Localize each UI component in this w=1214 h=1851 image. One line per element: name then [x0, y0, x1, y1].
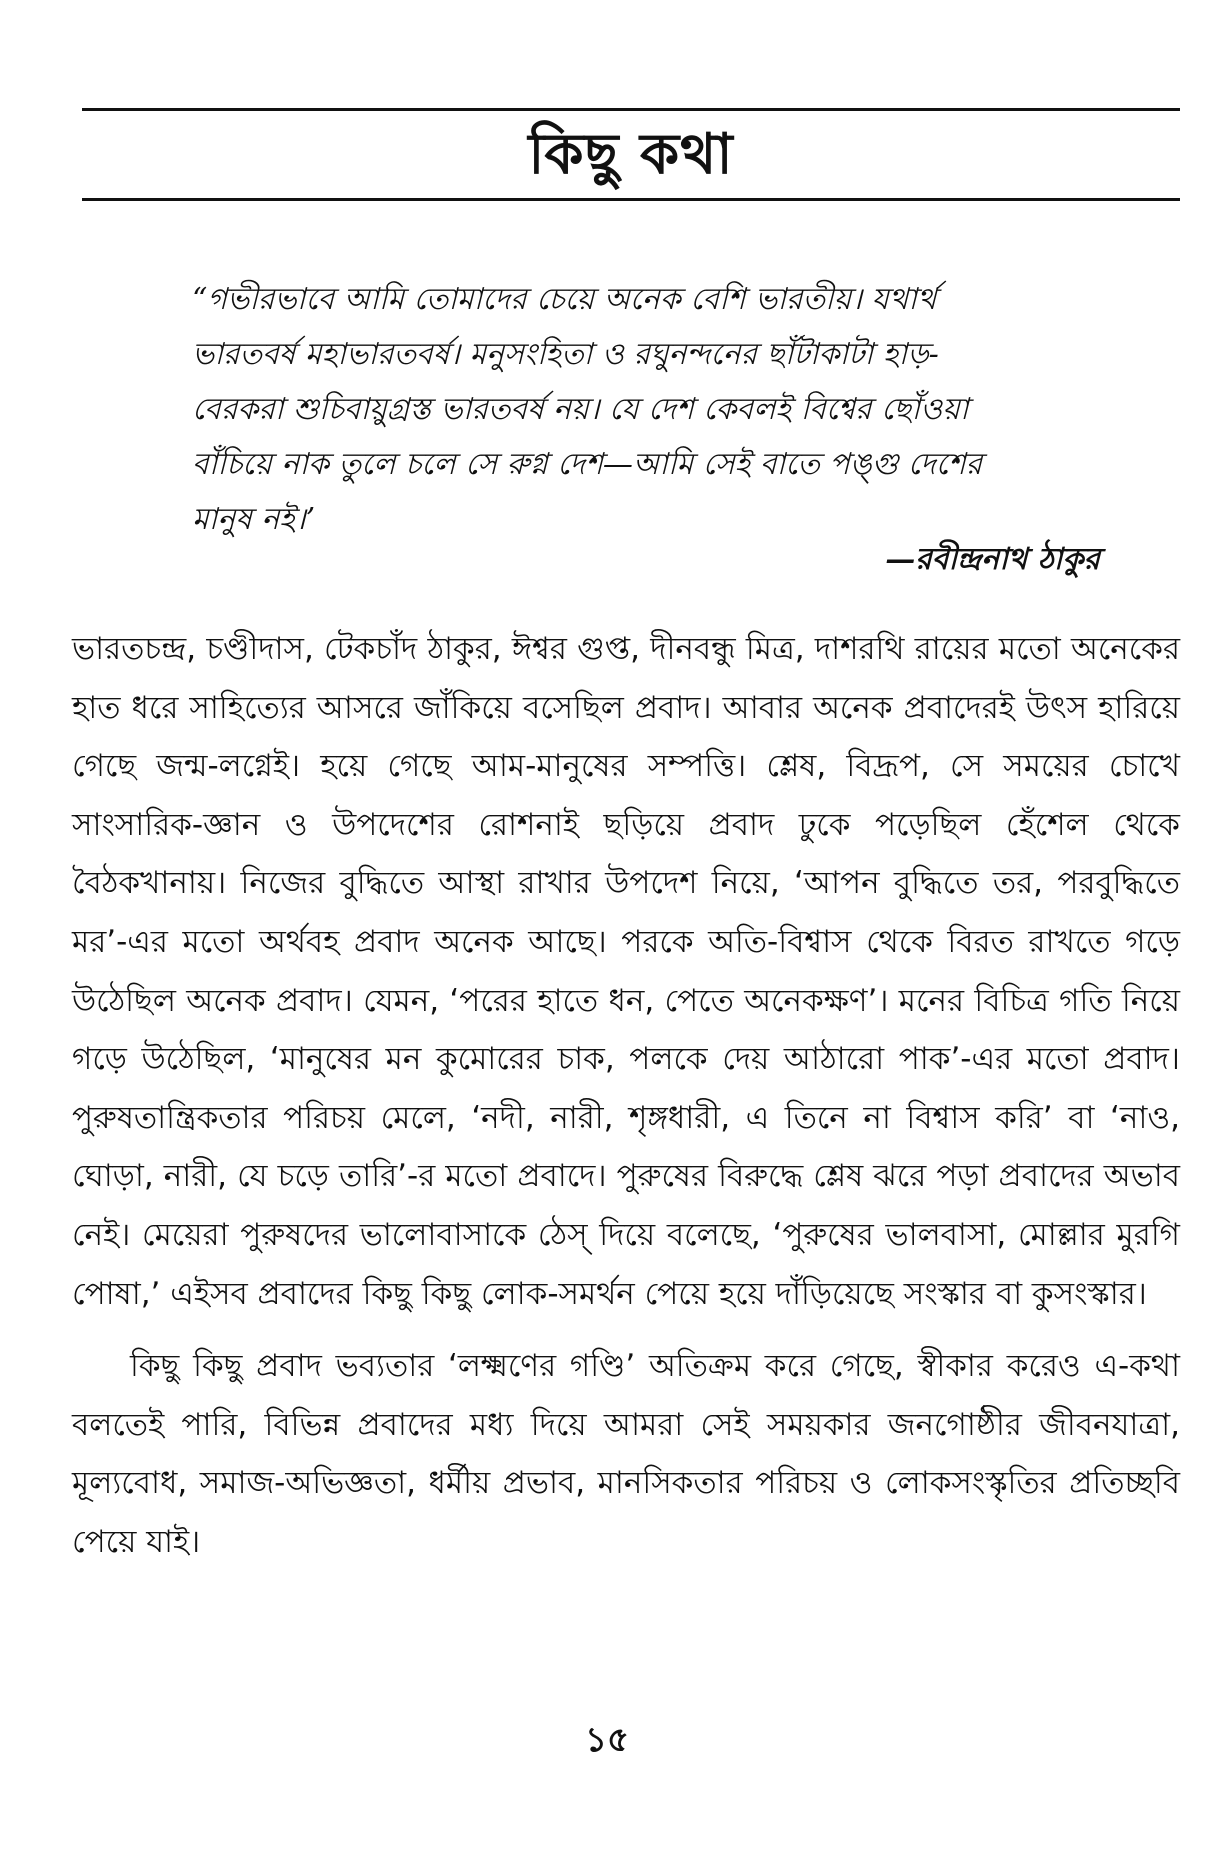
paragraph-1: ভারতচন্দ্র, চণ্ডীদাস, টেকচাঁদ ঠাকুর, ঈশ্বর গুপ্ত, দীনবন্ধু মিত্র, দাশরথি রায়ের মতো অনেকের হাত ধরে সাহিত্যের আসরে জাঁকিয়ে বসেছিল প্রবাদ। আবার অনেক প্রবাদেরই উৎস হারিয়ে গেছে জন্ম-লগ্নেই। হয়ে গেছে আম-মানুষের সম্পত্তি। শ্লেষ, বিদ্রূপ, সে সময়ের চোখে সাংসারিক-জ্ঞান ও উপদেশের রোশনাই ছড়িয়ে প্রবাদ ঢুকে পড়েছিল হেঁশেল থেকে বৈঠকখানায়। নিজের বুদ্ধিতে আস্থা রাখার উপদেশ নিয়ে, ‘আপন বুদ্ধিতে তর, পরবুদ্ধিতে মর’-এর মতো অর্থবহ প্রবাদ অনেক আছে। পরকে অতি-বিশ্বাস থেকে বিরত রাখতে গড়ে উঠেছিল অনেক প্রবাদ। যেমন, ‘পরের হাতে ধন, পেতে অনেকক্ষণ’। মনের বিচিত্র গতি নিয়ে গড়ে উঠেছিল, ‘মানুষের মন কুমোরের চাক, পলকে দেয় আঠারো পাক’-এর মতো প্রবাদ। পুরুষতান্ত্রিকতার পরিচয় মেলে, ‘নদী, নারী, শৃঙ্গধারী, এ তিনে না বিশ্বাস করি’ বা ‘নাও, ঘোড়া, নারী, যে চড়ে তারি’-র মতো প্রবাদে। পুরুষের বিরুদ্ধে শ্লেষ ঝরে পড়া প্রবাদের অভাব নেই। মেয়েরা পুরুষদের ভালোবাসাকে ঠেস্ দিয়ে বলেছে, ‘পুরুষের ভালবাসা, মোল্লার মুরগি পোষা,’ এইসব প্রবাদের কিছু কিছু লোক-সমর্থন পেয়ে হয়ে দাঁড়িয়েছে সংস্কার বা কুসংস্কার।: [72, 631, 1180, 1312]
epigraph-author: —রবীন্দ্রনাথ ঠাকুর: [885, 542, 1100, 577]
title-top-rule: [82, 108, 1180, 111]
page-number: ১৫: [584, 1720, 630, 1760]
epigraph-quote: “গভীরভাবে আমি তোমাদের চেয়ে অনেক বেশি ভারতীয়। যথার্থ ভারতবর্ষ মহাভারতবর্ষ। মনুসংহিতা ও রঘুনন্দনের ছাঁটাকাটা হাড়-বেরকরা শুচিবায়ুগ্রস্ত ভারতবর্ষ নয়। যে দেশ কেবলই বিশ্বের ছোঁওয়া বাঁচিয়ে নাক তুলে চলে সে রুগ্ন দেশ—আমি সেই বাতে পঙ্গু দেশের মানুষ নই।’: [192, 282, 983, 537]
body-text: [72, 620, 1180, 1572]
page-title: কিছু কথা: [528, 122, 734, 187]
title-bottom-rule: [82, 198, 1180, 201]
paragraph-2: কিছু কিছু প্রবাদ ভব্যতার ‘লক্ষ্মণের গণ্ডি’ অতিক্রম করে গেছে, স্বীকার করেও এ-কথা বলতেই পারি, বিভিন্ন প্রবাদের মধ্য দিয়ে আমরা সেই সময়কার জনগোষ্ঠীর জীবনযাত্রা, মূল্যবোধ, সমাজ-অভিজ্ঞতা, ধর্মীয় প্রভাব, মানসিকতার পরিচয় ও লোকসংস্কৃতির প্রতিচ্ছবি পেয়ে যাই।: [72, 1348, 1180, 1560]
